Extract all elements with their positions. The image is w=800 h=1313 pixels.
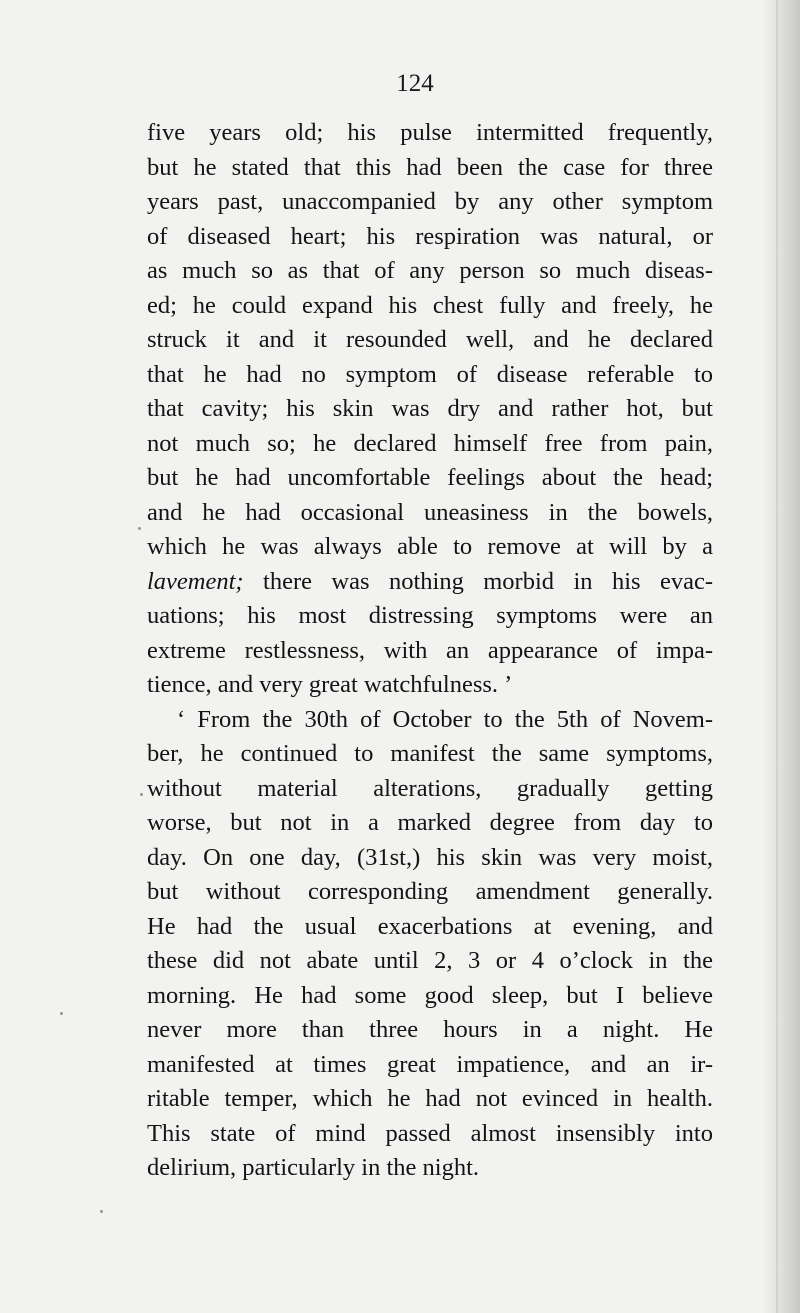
text-line: morning. He had some good sleep, but I believe <box>147 981 713 1009</box>
text-line: extreme restlessness, with an appearance of impa- <box>147 636 713 664</box>
text-line: manifested at times great impatience, and an ir- <box>147 1050 713 1078</box>
text-line: which he was always able to remove at will by a <box>147 533 713 560</box>
text-line: but without corresponding amendment generally. <box>147 878 713 905</box>
text-line: and he had occasional uneasiness in the bowels, <box>147 498 713 526</box>
text-line: that cavity; his skin was dry and rather hot, but <box>147 395 713 422</box>
text-line: five years old; his pulse intermitted frequently, <box>147 119 713 146</box>
paper-speck <box>140 793 143 796</box>
paragraph-2 <box>147 703 713 1186</box>
page-number: 124 <box>396 70 434 97</box>
text-line-rest: there was nothing morbid in his evac- <box>243 567 713 595</box>
text-line: day. On one day, (31st,) his skin was very moist, <box>147 843 713 871</box>
text-line: uations; his most distressing symptoms were an <box>147 602 713 629</box>
text-line: but he stated that this had been the case for three <box>147 153 713 181</box>
text-line: without material alterations, gradually getting <box>147 774 713 802</box>
text-line: these did not abate until 2, 3 or 4 o’clock in the <box>147 947 713 974</box>
text-line: This state of mind passed almost insensibly into <box>147 1119 713 1147</box>
text-line: ‘ From the 30th of October to the 5th of Novem- <box>177 705 713 733</box>
text-line: as much so as that of any person so much diseas- <box>147 257 713 284</box>
paper-speck <box>138 527 141 530</box>
text-line: delirium, particularly in the night. <box>147 1154 480 1181</box>
text-line: but he had uncomfortable feelings about the head; <box>147 464 713 491</box>
paper-speck <box>100 1210 103 1213</box>
body-text <box>147 116 713 1186</box>
text-line: never more than three hours in a night. He <box>147 1016 713 1043</box>
page-edge-line <box>776 0 778 1313</box>
paper-speck <box>60 1012 63 1015</box>
text-line: years past, unaccompanied by any other symptom <box>147 188 713 215</box>
text-line: worse, but not in a marked degree from day to <box>147 809 713 836</box>
text-line: ritable temper, which he had not evinced in health. <box>147 1085 713 1112</box>
text-line: struck it and it resounded well, and he declared <box>147 326 713 353</box>
text-line-italic-start <box>147 565 713 600</box>
text-line: of diseased heart; his respiration was natural, or <box>147 222 713 250</box>
text-line: He had the usual exacerbations at evening, and <box>147 912 713 940</box>
paragraph-1 <box>147 116 713 703</box>
italic-word: lavement; <box>147 567 244 595</box>
text-line: ber, he continued to manifest the same symptoms, <box>147 740 713 767</box>
page-edge-shadow <box>762 0 800 1313</box>
text-line: that he had no symptom of disease referable to <box>147 360 713 388</box>
text-line: ed; he could expand his chest fully and freely, he <box>147 291 713 319</box>
text-line: not much so; he declared himself free from pain, <box>147 429 713 457</box>
text-line: tience, and very great watchfulness. ’ <box>147 671 513 698</box>
